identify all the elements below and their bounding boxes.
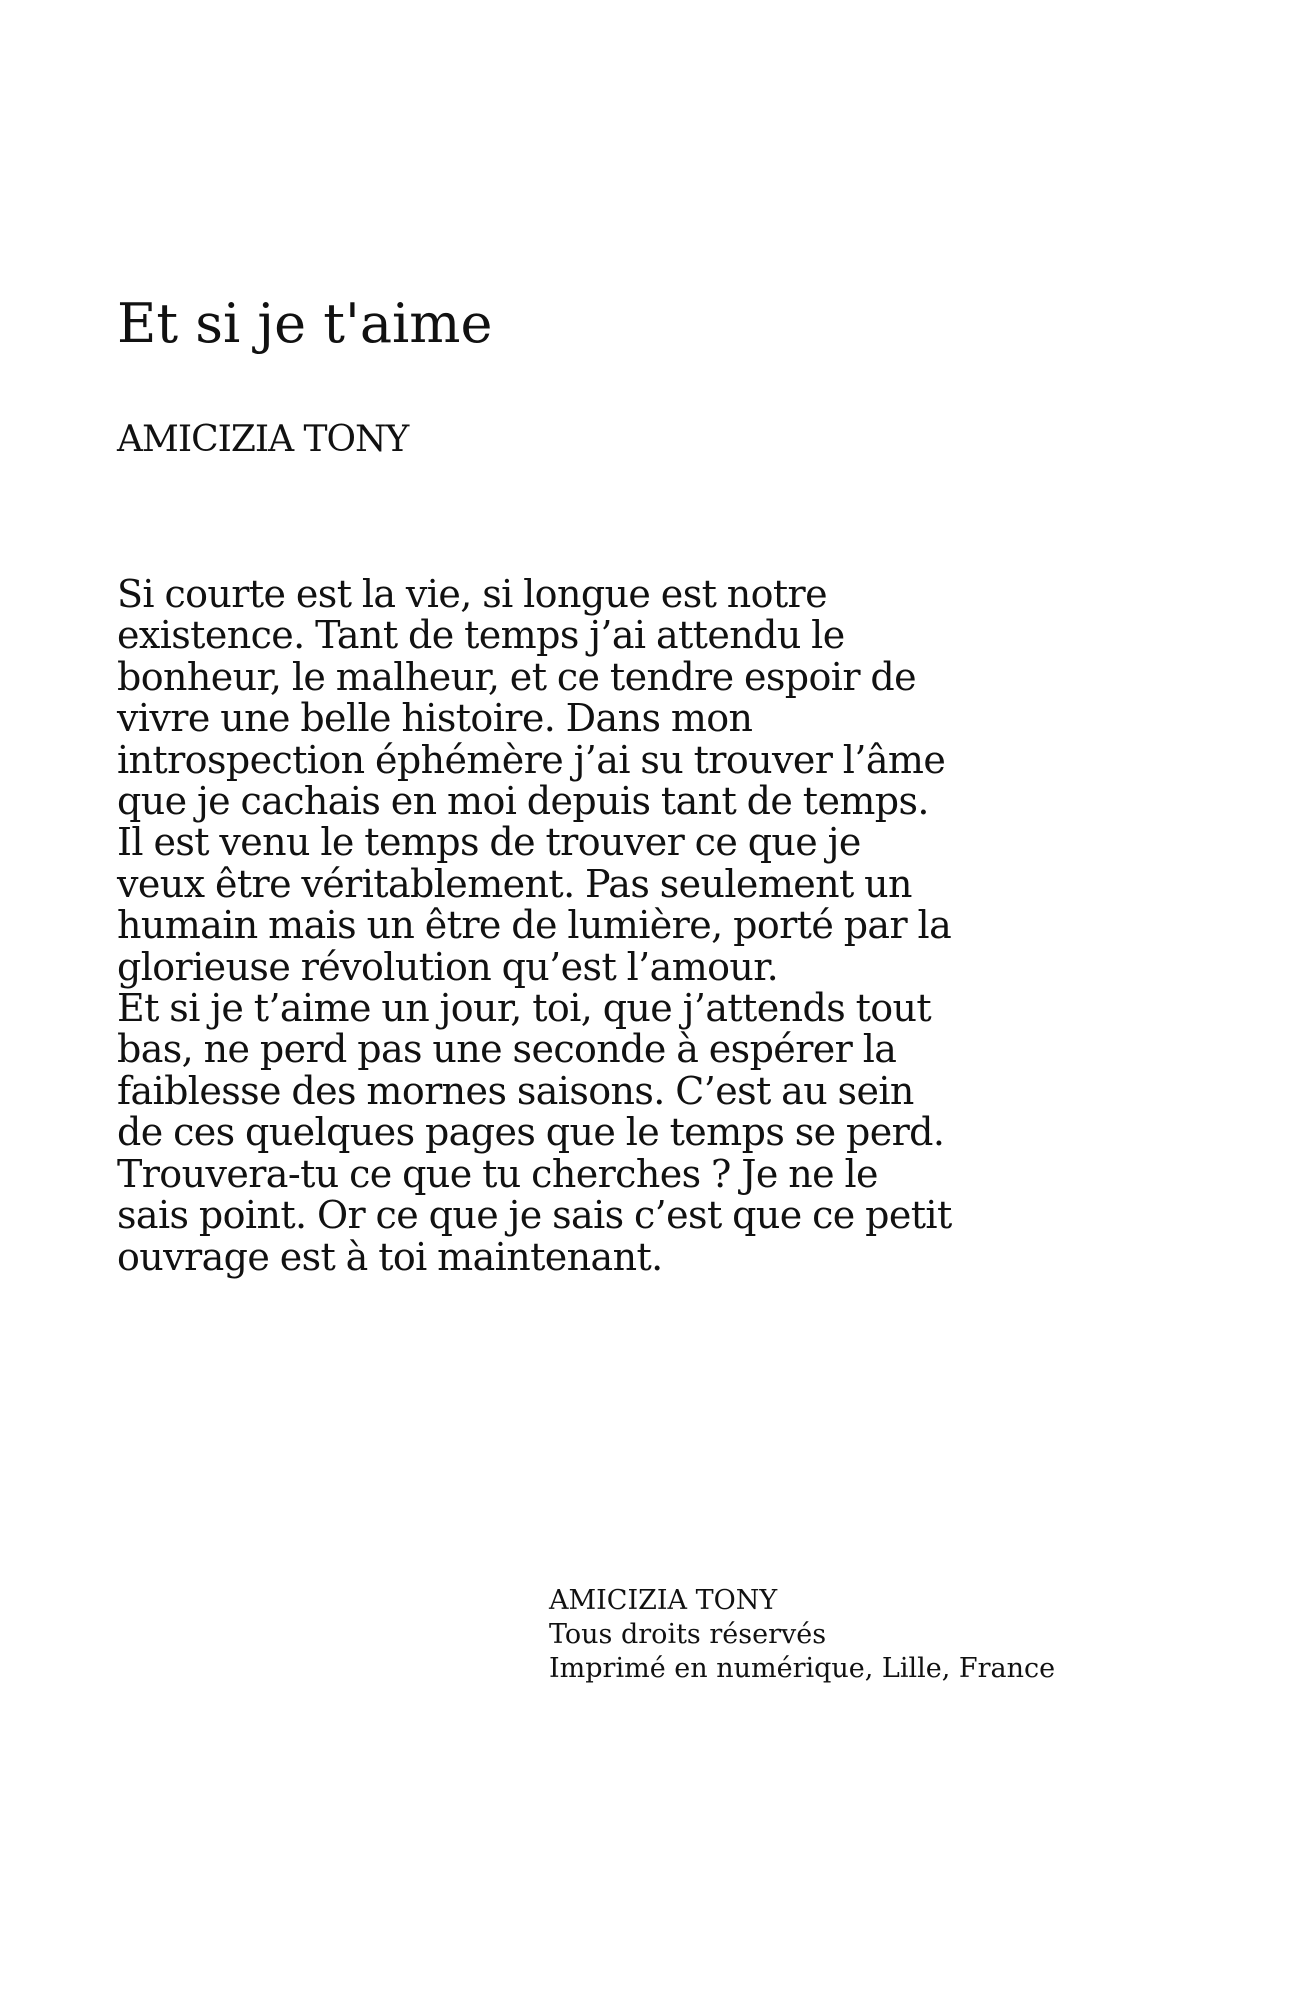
- preface-text: [117, 574, 957, 1278]
- preface-paragraph-2: Et si je t’aime un jour, toi, que j’attends tout bas, ne perd pas une seconde à espérer la faiblesse des mornes saisons. C’est au sein de ces quelques pages que le temps se perd. Trouvera-tu ce que tu cherches ? Je ne le sais point. Or ce que je sais c’est que ce petit ouvrage est à toi maintenant.: [117, 986, 952, 1279]
- book-title: Et si je t'aime: [117, 292, 493, 355]
- preface-paragraph-1: Si courte est la vie, si longue est notre existence. Tant de temps j’ai attendu le bonheur, le malheur, et ce tendre espoir de vivre une belle histoire. Dans mon introspection éphémère j’ai su trouver l’âme que je cachais en moi depuis tant de temps. Il est venu le temps de trouver ce que je veux être véritablement. Pas seulement un humain mais un être de lumière, porté par la glorieuse révolution qu’est l’amour.: [117, 572, 952, 989]
- colophon-author: AMICIZIA TONY: [549, 1585, 778, 1616]
- author-name: AMICIZIA TONY: [117, 419, 409, 460]
- colophon: [549, 1584, 1055, 1686]
- colophon-rights: Tous droits réservés: [549, 1619, 827, 1650]
- colophon-printing: Imprimé en numérique, Lille, France: [549, 1653, 1056, 1684]
